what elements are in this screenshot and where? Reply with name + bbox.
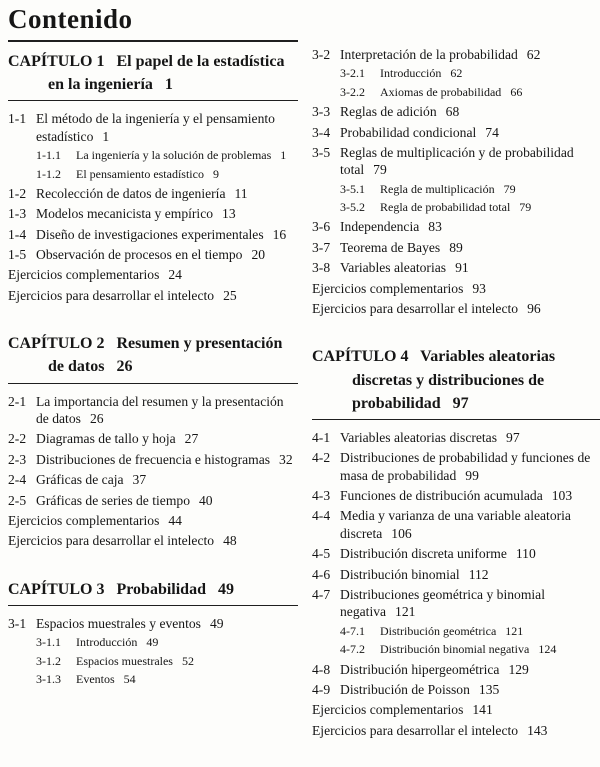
toc-entry — [8, 471, 298, 488]
entry-number: 1-1 — [8, 111, 27, 127]
chapter-page-number: 49 — [217, 580, 234, 598]
entry-text: Distribuciones de probabilidad y funciones de masa de probabilidad — [340, 450, 591, 483]
toc-entry — [8, 615, 298, 632]
toc-entry — [312, 661, 600, 678]
entry-number: 4-7.2 — [340, 642, 365, 657]
chapter-rule — [8, 100, 298, 101]
toc-entry — [312, 449, 600, 484]
toc-entry — [36, 148, 298, 163]
entry-text: Funciones de distribución acumulada — [340, 488, 543, 504]
entry-text: Distribución binomial negativa — [380, 642, 530, 657]
entry-page-number: 79 — [373, 162, 387, 178]
chapter-label: CAPÍTULO 4 — [312, 348, 409, 366]
entry-page-number: 16 — [272, 226, 287, 242]
entry-page-number: 48 — [223, 533, 237, 549]
entry-text: Eventos — [76, 672, 115, 687]
toc-entry — [8, 512, 298, 529]
chapter-page-number: 97 — [452, 394, 469, 412]
entry-number: 1-3 — [8, 206, 27, 222]
entry-text: Ejercicios complementarios — [8, 512, 160, 528]
toc-entry — [36, 672, 298, 687]
entry-page-number: 89 — [449, 239, 463, 255]
chapter-heading — [8, 332, 298, 378]
entry-number: 4-5 — [312, 546, 331, 562]
entry-page-number: 99 — [465, 467, 479, 483]
toc-entry — [8, 205, 298, 222]
entry-text: Espacios muestrales y eventos — [36, 615, 201, 631]
toc-entry — [312, 681, 600, 698]
entry-page-number: 49 — [209, 615, 224, 631]
toc-entry — [312, 103, 600, 120]
entry-text: Variables aleatorias discretas — [340, 429, 498, 445]
toc-entry — [312, 429, 600, 446]
toc-entry — [8, 266, 298, 283]
entry-page-number: 129 — [508, 661, 529, 677]
entry-page-number: 62 — [526, 47, 541, 62]
entry-text: Probabilidad condicional — [340, 124, 477, 140]
entry-text: Ejercicios complementarios — [312, 702, 464, 718]
entry-number: 3-7 — [312, 239, 331, 255]
entry-number: 3-5 — [312, 144, 331, 160]
toc-entry — [312, 124, 600, 141]
entry-page-number: 79 — [519, 200, 532, 215]
entry-number: 1-5 — [8, 247, 27, 263]
entry-number: 4-1 — [312, 429, 331, 445]
toc-entry — [36, 167, 298, 182]
entry-text: Variables aleatorias — [340, 260, 447, 276]
page-title: Contenido — [8, 4, 133, 34]
toc-entry — [8, 393, 298, 428]
entry-number: 3-2.2 — [340, 84, 365, 99]
chapter-title: Resumen y presentación de datos — [48, 335, 283, 376]
entry-number: 3-8 — [312, 260, 331, 276]
entry-page-number: 1 — [280, 148, 287, 163]
toc-entry — [8, 492, 298, 509]
entry-page-number: 37 — [132, 472, 147, 488]
entry-number: 3-2 — [312, 47, 331, 62]
left-column — [8, 4, 298, 742]
entry-text: Distribución hipergeométrica — [340, 661, 500, 677]
toc-entry — [312, 545, 600, 562]
entry-page-number: 93 — [472, 280, 486, 296]
entry-number: 4-9 — [312, 681, 331, 697]
entry-page-number: 143 — [527, 722, 548, 738]
toc-entry — [8, 287, 298, 304]
chapter-rule — [8, 383, 298, 384]
entry-page-number: 83 — [428, 219, 442, 235]
toc-entry — [8, 185, 298, 202]
entry-text: Axiomas de probabilidad — [380, 84, 502, 99]
entry-page-number: 52 — [181, 653, 194, 668]
entry-text: Introducción — [380, 66, 442, 81]
chapter-label: CAPÍTULO 1 — [8, 53, 105, 71]
entry-number: 2-5 — [8, 492, 27, 508]
entry-page-number: 11 — [234, 185, 248, 201]
chapter-heading — [8, 578, 298, 601]
entry-page-number: 91 — [455, 260, 469, 276]
entry-page-number: 121 — [505, 623, 524, 638]
entry-page-number: 9 — [212, 166, 219, 181]
entry-text: Ejercicios complementarios — [312, 280, 464, 296]
toc-entry — [8, 430, 298, 447]
chapter-title: Variables aleatorias discretas y distribuciones de probabilidad — [352, 348, 556, 412]
entry-page-number: 79 — [503, 181, 516, 196]
entry-page-number: 20 — [251, 247, 266, 263]
toc-entry — [8, 246, 298, 263]
entry-page-number: 96 — [527, 300, 541, 316]
entry-number: 3-5.2 — [340, 200, 365, 215]
entry-number: 1-1.2 — [36, 166, 61, 181]
chapter-label: CAPÍTULO 3 — [8, 580, 105, 598]
entry-text: Regla de multiplicación — [380, 181, 495, 196]
entry-page-number: 141 — [472, 702, 493, 718]
entry-number: 3-4 — [312, 124, 331, 140]
entry-page-number: 49 — [146, 635, 159, 650]
chapter-page-number: 1 — [164, 76, 173, 94]
entry-page-number: 135 — [478, 681, 500, 697]
entry-text: Gráficas de caja — [36, 472, 124, 488]
toc-entry — [8, 451, 298, 468]
toc-entry — [312, 218, 600, 235]
entry-page-number: 68 — [445, 104, 460, 120]
entry-text: Media y varianza de una variable aleatoria discreta — [340, 508, 571, 541]
entry-text: Ejercicios para desarrollar el intelecto — [8, 287, 215, 303]
entry-page-number: 121 — [395, 604, 416, 620]
entry-number: 4-3 — [312, 488, 331, 504]
entry-page-number: 25 — [223, 287, 237, 303]
entry-text: Recolección de datos de ingeniería — [36, 185, 226, 201]
entry-page-number: 106 — [391, 525, 412, 541]
entry-text: La importancia del resumen y la presentación de datos — [36, 393, 284, 427]
right-column — [312, 4, 600, 742]
entry-page-number: 110 — [515, 546, 536, 562]
entry-number: 3-1 — [8, 615, 27, 631]
entry-text: Independencia — [340, 219, 420, 235]
entry-text: Distribuciones de frecuencia e histogramas — [36, 451, 271, 467]
entry-page-number: 103 — [551, 488, 573, 504]
toc-entry — [312, 701, 600, 718]
chapter-label: CAPÍTULO 2 — [8, 335, 105, 353]
entry-number: 2-4 — [8, 472, 27, 488]
entry-text: Distribución de Poisson — [340, 681, 470, 697]
entry-text: Diseño de investigaciones experimentales — [36, 226, 264, 242]
chapter-rule — [312, 419, 600, 420]
toc-entry — [312, 239, 600, 256]
entry-text: Ejercicios complementarios — [8, 267, 160, 283]
entry-page-number: 97 — [506, 429, 520, 445]
entry-text: Observación de procesos en el tiempo — [36, 247, 243, 263]
entry-page-number: 27 — [184, 431, 199, 447]
entry-number: 2-1 — [8, 393, 27, 409]
chapter-title: El papel de la estadística en la ingeniería — [48, 53, 285, 94]
toc-entry — [312, 487, 600, 504]
entry-page-number: 74 — [485, 124, 499, 140]
chapter-heading — [8, 50, 298, 96]
entry-text: Interpretación de la probabilidad — [340, 47, 518, 62]
entry-text: Teorema de Bayes — [340, 239, 441, 255]
entry-text: Gráficas de series de tiempo — [36, 492, 190, 508]
entry-number: 3-5.1 — [340, 181, 365, 196]
toc-entry — [8, 110, 298, 145]
toc-entry — [312, 507, 600, 542]
entry-page-number: 26 — [89, 411, 104, 427]
entry-text: Regla de probabilidad total — [380, 200, 511, 215]
toc-entry — [340, 182, 600, 197]
entry-text: La ingeniería y la solución de problemas — [76, 148, 272, 163]
entry-number: 3-3 — [312, 104, 331, 120]
toc-entry — [36, 654, 298, 669]
entry-number: 4-8 — [312, 661, 331, 677]
left-column-content — [8, 50, 298, 687]
entry-page-number: 32 — [279, 451, 293, 467]
toc-entry — [340, 624, 600, 639]
toc-entry — [312, 300, 600, 317]
toc-entry — [312, 722, 600, 739]
toc-entry — [312, 280, 600, 297]
entry-page-number: 1 — [102, 128, 110, 144]
entry-number: 1-4 — [8, 226, 27, 242]
entry-text: Distribución binomial — [340, 566, 460, 582]
entry-number: 4-4 — [312, 508, 331, 524]
entry-text: Ejercicios para desarrollar el intelecto — [8, 533, 215, 549]
entry-text: El pensamiento estadístico — [76, 166, 204, 181]
entry-text: Espacios muestrales — [76, 653, 173, 668]
chapter-rule — [8, 605, 298, 606]
toc-entry — [340, 200, 600, 215]
entry-number: 3-6 — [312, 219, 331, 235]
entry-page-number: 44 — [168, 512, 182, 528]
entry-text: Distribuciones geométrica y binomial negativa — [340, 587, 545, 620]
entry-number: 1-2 — [8, 185, 27, 201]
entry-number: 3-2.1 — [340, 66, 365, 81]
entry-number: 1-1.1 — [36, 148, 61, 163]
title-rule — [8, 40, 298, 42]
entry-page-number: 66 — [510, 84, 523, 99]
toc-entry — [340, 85, 600, 100]
toc-entry — [312, 259, 600, 276]
toc-entry — [8, 226, 298, 243]
entry-text: Distribución discreta uniforme — [340, 546, 507, 562]
entry-page-number: 40 — [199, 492, 213, 508]
entry-page-number: 112 — [468, 566, 489, 582]
entry-number: 4-2 — [312, 450, 331, 466]
entry-text: Introducción — [76, 635, 138, 650]
entry-text: Diagramas de tallo y hoja — [36, 431, 176, 447]
toc-entry — [312, 46, 600, 63]
entry-text: Modelos mecanicista y empírico — [36, 206, 214, 222]
entry-text: Reglas de adición — [340, 104, 437, 120]
entry-number: 4-7.1 — [340, 623, 365, 638]
toc-entry — [312, 586, 600, 621]
entry-text: Distribución geométrica — [380, 623, 497, 638]
entry-text: Ejercicios para desarrollar el intelecto — [312, 722, 519, 738]
entry-text: El método de la ingeniería y el pensamiento estadístico — [36, 111, 275, 144]
entry-text: Ejercicios para desarrollar el intelecto — [312, 300, 519, 316]
entry-page-number: 24 — [168, 267, 182, 283]
toc-entry — [36, 635, 298, 650]
toc-entry — [340, 642, 600, 657]
toc-entry — [312, 144, 600, 179]
right-column-content — [312, 46, 600, 739]
chapter-page-number: 26 — [116, 358, 133, 376]
chapter-title: Probabilidad — [116, 580, 206, 598]
toc-entry — [312, 566, 600, 583]
entry-page-number: 13 — [222, 206, 236, 222]
toc-entry — [340, 66, 600, 81]
entry-page-number: 62 — [450, 66, 463, 81]
entry-number: 2-2 — [8, 431, 27, 447]
entry-text: Reglas de multiplicación y de probabilidad total — [340, 144, 574, 178]
entry-number: 3-1.3 — [36, 672, 61, 687]
entry-number: 3-1.1 — [36, 635, 61, 650]
toc-entry — [8, 532, 298, 549]
entry-number: 2-3 — [8, 451, 27, 467]
entry-number: 4-6 — [312, 566, 331, 582]
chapter-heading — [312, 345, 600, 415]
entry-page-number: 124 — [538, 642, 557, 657]
entry-page-number: 54 — [123, 672, 136, 687]
entry-number: 4-7 — [312, 587, 331, 603]
entry-number: 3-1.2 — [36, 653, 61, 668]
